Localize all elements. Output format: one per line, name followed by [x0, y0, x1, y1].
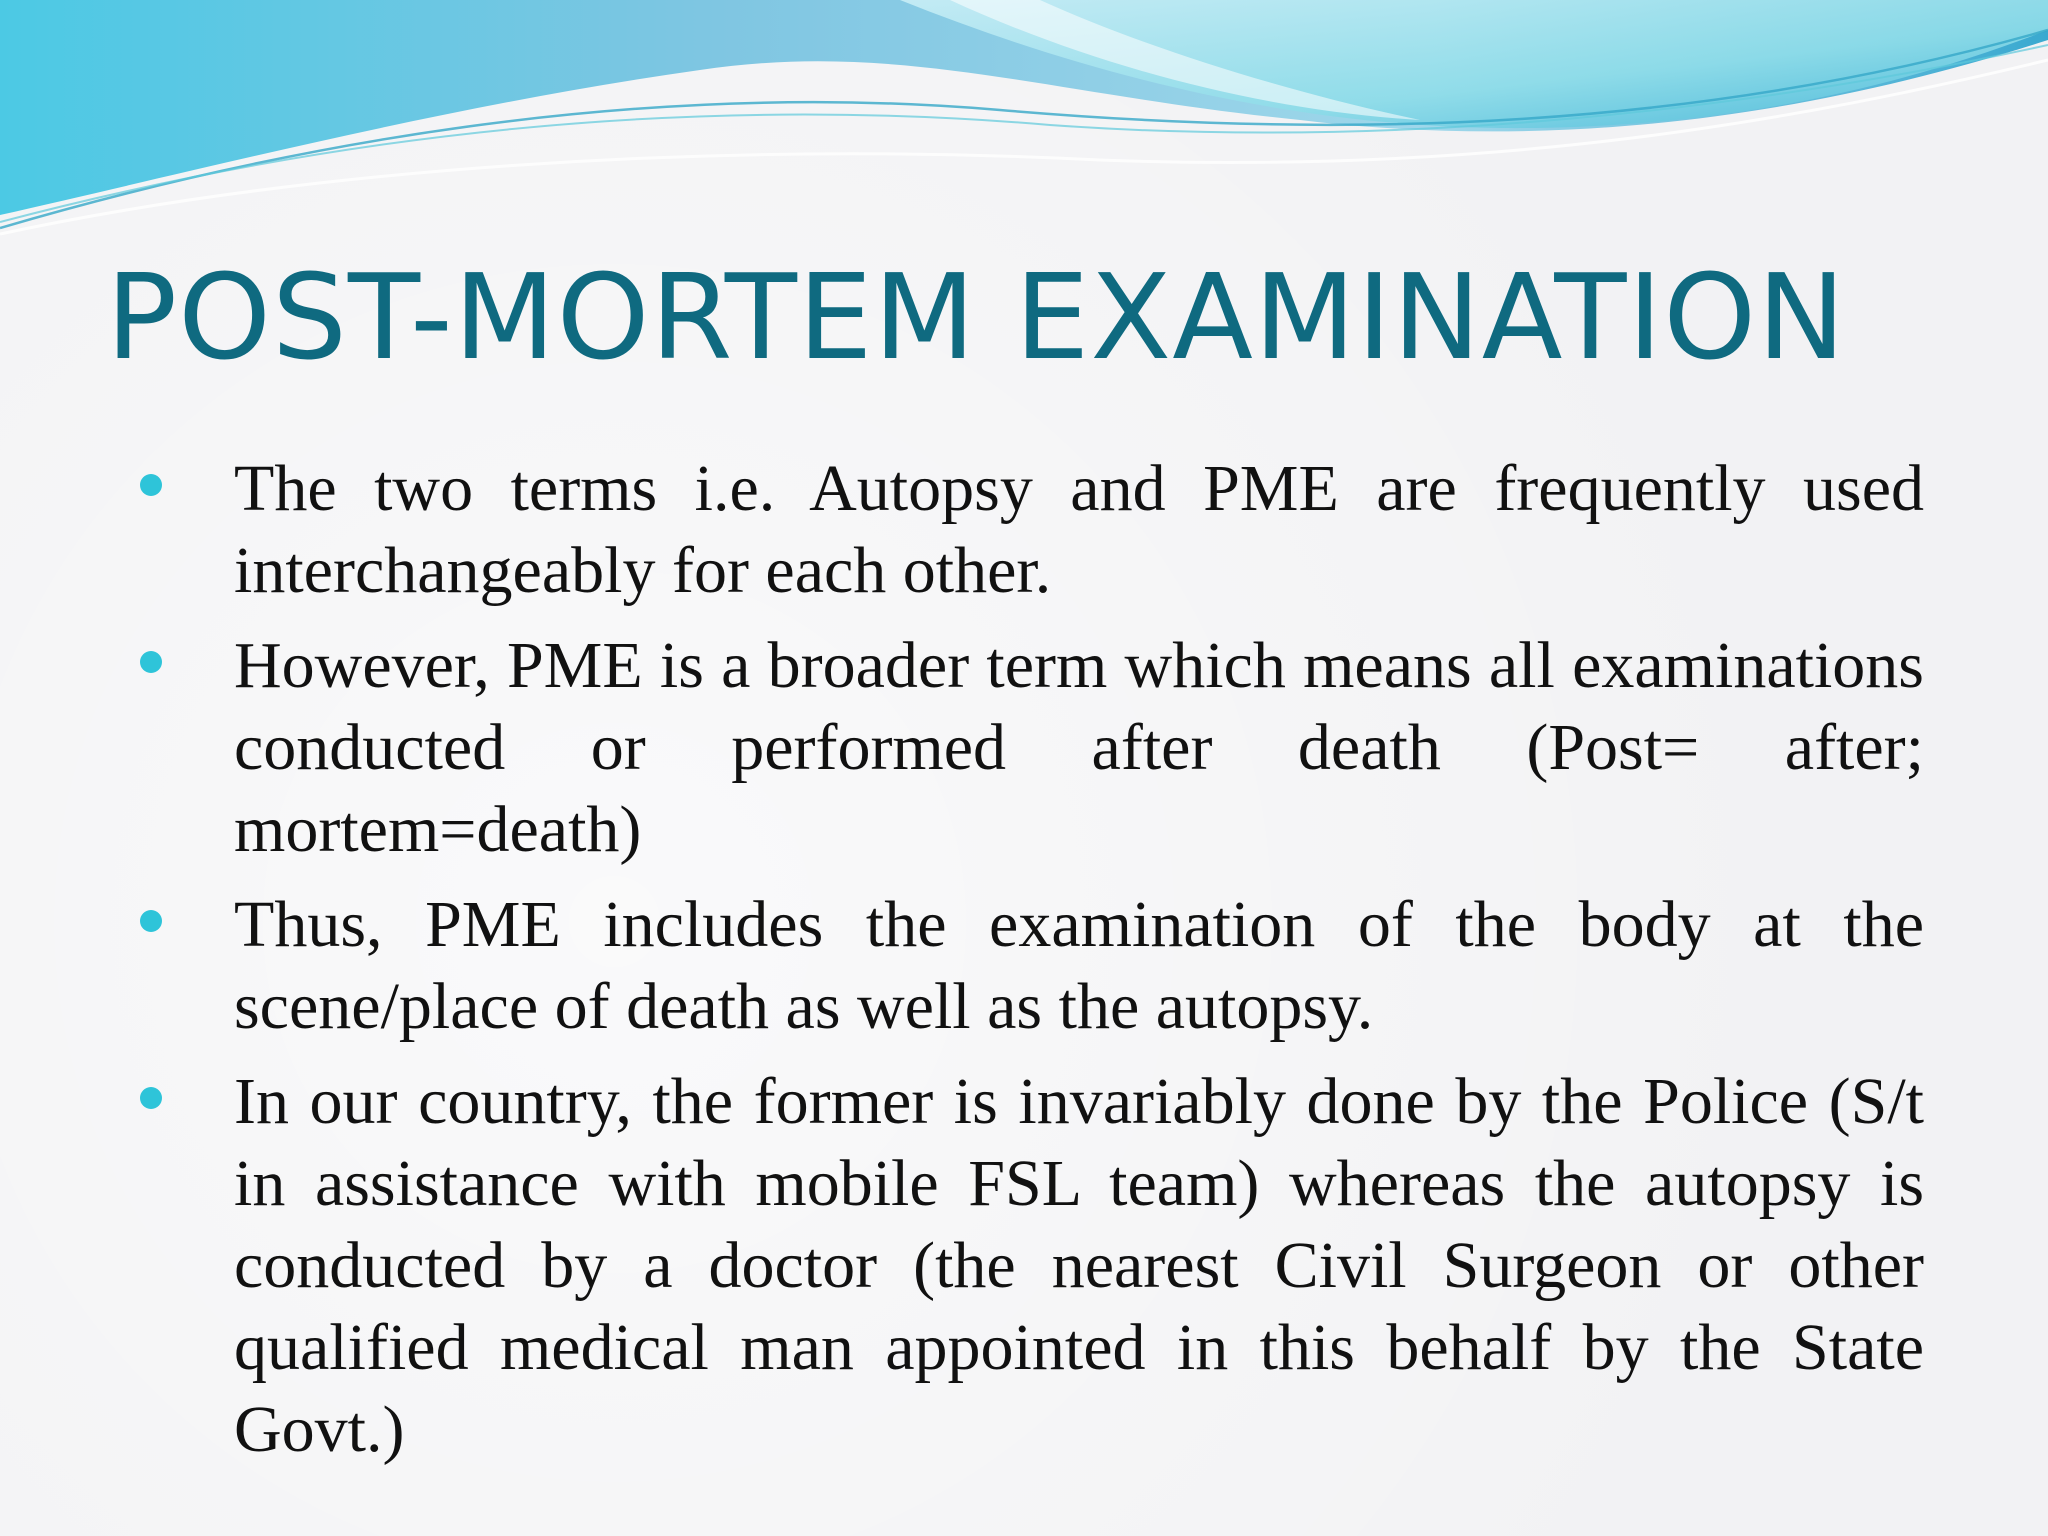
- bullet-item: [0, 448, 2048, 612]
- bullet-item: [0, 1061, 2048, 1471]
- bullet-text: In our country, the former is invariably done by the Police (S/t in assistance with mobile FSL team) whereas the autopsy is conducted by a doctor (the nearest Civil Surgeon or other qualified medical man appointed in this behalf by the State Govt.): [234, 1065, 1924, 1466]
- bullet-dot-icon: [140, 1087, 162, 1109]
- bullet-item: [0, 625, 2048, 871]
- bullet-item: [0, 884, 2048, 1048]
- slide-title: POST-MORTEM EXAMINATION: [106, 248, 1847, 386]
- bullet-dot-icon: [140, 651, 162, 673]
- bullet-text: Thus, PME includes the examination of the body at the scene/place of death as well as the autopsy.: [234, 888, 1924, 1043]
- bullet-dot-icon: [140, 474, 162, 496]
- bullet-text: However, PME is a broader term which means all examinations conducted or performed after death (Post= after; mortem=death): [234, 629, 1924, 866]
- bullet-dot-icon: [140, 910, 162, 932]
- bullet-text: The two terms i.e. Autopsy and PME are frequently used interchangeably for each other.: [234, 452, 1924, 607]
- header-wave-decoration: [0, 0, 2048, 240]
- bullet-list: [0, 448, 2048, 1484]
